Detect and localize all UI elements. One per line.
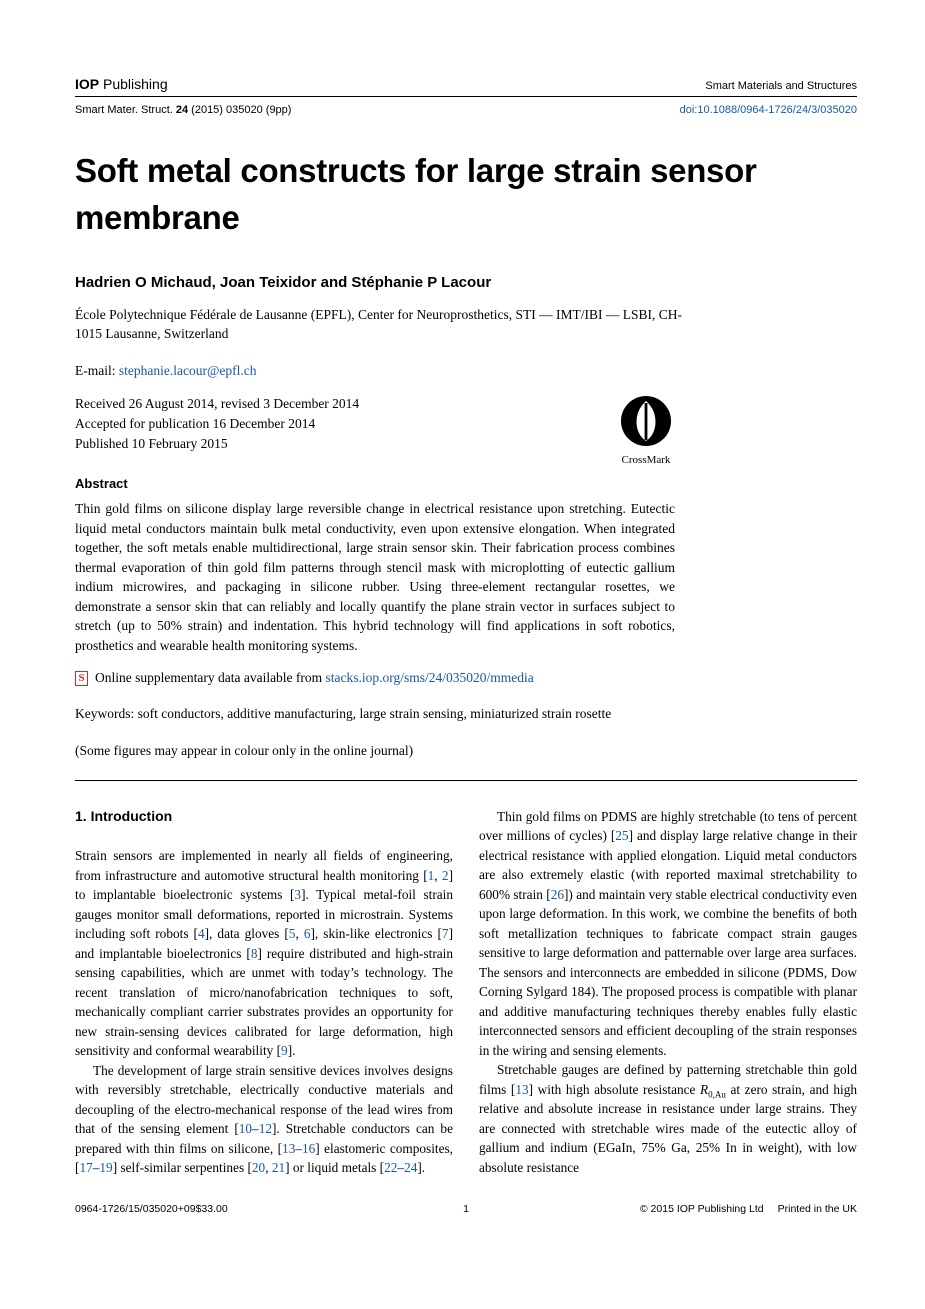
- paragraph: The development of large strain sensitive devices involves designs with reversibly stretchable, electrically conductive materials and decoupling of the electro-mechanical response of the lead wires from that of the sensing element [10–12]. Stretchable conductors can be prepared with thin films on silicone, [13–16] elastomeric composites, [17–19] self-similar serpentines [20, 21] or liquid metals [22–24].: [75, 1062, 453, 1175]
- abstract-text: Thin gold films on silicone display large reversible change in electrical resistance upon stretching. Eutectic liquid metal conductors maintain bulk metal conductivity, even upon extensive elongation. When integrated together, the soft metals enable multidirectional, large strain sensor skin. Their fabrication process combines thermal evaporation of thin gold film patterns through stencil mask with microplotting of eutectic gallium indium microwires, and packaging in silicone rubber. Using three-element rectangular rosettes, we demonstrate a sensor skin that can reliably and locally quantify the plane strain vector in surfaces subject to stretch (up to 50% strain) and indentation. This hybrid technology will find applications in soft robotics, prosthetics and wearable health monitoring systems.: [75, 501, 675, 653]
- doi-link[interactable]: doi:10.1088/0964-1726/24/3/035020: [679, 104, 857, 116]
- supplementary-text: [95, 670, 534, 686]
- citation-link[interactable]: 20: [251, 1160, 266, 1175]
- publisher-logo: [75, 76, 168, 92]
- citation-link[interactable]: 24: [404, 1160, 418, 1175]
- section-divider: [75, 780, 857, 781]
- paragraph: Thin gold films on PDMS are highly stretchable (to tens of percent over millions of cycles) [25] and display large relative change in their electrical resistance with applied elongation. Liquid metal conductors are also extremely elastic (with reported maximal stretchability to 600% strain [26]) and maintain very stable electrical conductivity even upon large deformation. In this work, we combine the benefits of both soft metallization techniques to fabricate compact strain gauges sensitive to large deformation and patternable over large area surfaces. The sensors and interconnects are embedded in silicone (PDMS, Dow Corning Sylgard 184). The proposed process is compatible with planar and additive manufacturing techniques thereby enables fully elastic interconnected sensors and efficient decoupling of the strain responses in the wiring and sensing elements.: [479, 808, 857, 1058]
- citation-link[interactable]: 16: [302, 1140, 316, 1156]
- citation-link[interactable]: 25: [615, 828, 629, 843]
- supplementary-row: [75, 670, 857, 686]
- citation-link[interactable]: 3: [294, 887, 302, 902]
- citation-suffix: (2015) 035020 (9pp): [188, 104, 292, 116]
- citation-link[interactable]: 17: [79, 1160, 93, 1175]
- footer-issn-price: 0964-1726/15/035020+09$33.00: [75, 1203, 228, 1215]
- published-date: Published 10 February 2015: [75, 436, 228, 451]
- citation-link[interactable]: 10: [238, 1121, 253, 1136]
- citation-volume: 24: [175, 104, 189, 116]
- page-header: [75, 76, 857, 92]
- column-left: [75, 807, 453, 1178]
- authors: Hadrien O Michaud, Joan Teixidor and Stéphanie P Lacour: [75, 274, 492, 291]
- paper-title: Soft metal constructs for large strain sensor membrane: [75, 152, 757, 236]
- citation-link[interactable]: 7: [441, 926, 449, 941]
- citation-link[interactable]: 22: [384, 1160, 398, 1175]
- keywords-line: Keywords: soft conductors, additive manufacturing, large strain sensing, miniaturized strain rosette: [75, 706, 612, 721]
- citation-link[interactable]: 19: [99, 1160, 113, 1175]
- citation-link[interactable]: 4: [197, 926, 205, 941]
- email-label: E-mail:: [75, 363, 119, 378]
- citation-link[interactable]: 13: [515, 1081, 529, 1097]
- dates-row: [75, 394, 857, 466]
- citation-link[interactable]: 12: [258, 1121, 272, 1136]
- header-rule: [75, 96, 857, 97]
- citation-link[interactable]: 2: [441, 867, 449, 883]
- affiliation: École Polytechnique Fédérale de Lausanne (EPFL), Center for Neuroprosthetics, STI — IMT/IBI — LSBI, CH-1015 Lausanne, Switzerland: [75, 307, 682, 341]
- crossmark-label: CrossMark: [621, 454, 671, 466]
- citation-link[interactable]: 8: [250, 945, 258, 961]
- publisher-logo-bold: IOP: [75, 76, 100, 92]
- supplementary-link[interactable]: stacks.iop.org/sms/24/035020/mmedia: [325, 670, 534, 685]
- section-heading-introduction: 1. Introduction: [75, 807, 173, 824]
- publisher-logo-rest: Publishing: [99, 76, 168, 92]
- citation-link[interactable]: 9: [281, 1043, 288, 1058]
- supplementary-text-prefix: Online supplementary data available from: [95, 670, 326, 685]
- footer-printed: Printed in the UK: [777, 1203, 857, 1215]
- crossmark-icon: [619, 394, 673, 448]
- paragraph: Strain sensors are implemented in nearly all fields of engineering, from infrastructure and automotive structural health monitoring [1, 2] to implantable bioelectronic systems [3]. Typical metal-foil strain gauges monitor small deformations, reported in microstrain. Systems including soft robots [4], data gloves [5, 6], skin-like electronics [7] and implantable bioelectronics [8] require distributed and high-strain sensing capabilities, which are unmet with today’s technology. The recent translation of micro/nanofabrication techniques to soft, mechanically compliant carrier substrates provides an opportunity for new strain-sensing devices calibrated for large deformation, high sensitivity and conformal wearability [9].: [75, 848, 454, 1058]
- math-variable: R: [700, 1081, 709, 1097]
- citation-link[interactable]: 6: [303, 926, 311, 941]
- footer-copyright-line: [640, 1203, 857, 1215]
- citation-link[interactable]: 1: [427, 867, 435, 883]
- email-line: [75, 363, 857, 379]
- math-subscript: 0,Au: [708, 1089, 726, 1100]
- citation-link[interactable]: 13: [282, 1140, 296, 1156]
- page-number: 1: [463, 1203, 469, 1215]
- citation-line: [75, 104, 291, 116]
- page-footer: [75, 1203, 857, 1215]
- paragraph: Stretchable gauges are defined by patterning stretchable thin gold films [13] with high absolute resistance $R_{0,Au}$ at zero strain, and high relative and absolute increase in resistance under large strains. They are connected with stretchable wires made of the eutectic alloy of gallium and indium (EGaIn, 75% Ga, 25% In in weight), with low absolute resistance: [479, 1062, 858, 1175]
- citation-link[interactable]: 5: [288, 926, 296, 941]
- citation-link[interactable]: 21: [271, 1160, 286, 1175]
- crossmark-logo[interactable]: [617, 394, 675, 466]
- footer-copyright: © 2015 IOP Publishing Ltd: [639, 1203, 764, 1215]
- dates-block: [75, 394, 617, 454]
- journal-name: Smart Materials and Structures: [705, 80, 857, 92]
- received-date: Received 26 August 2014, revised 3 December 2014: [75, 396, 360, 411]
- email-link[interactable]: stephanie.lacour@epfl.ch: [118, 363, 257, 378]
- abstract-heading: Abstract: [75, 476, 128, 491]
- introduction-section: [75, 807, 857, 1178]
- figures-note: (Some figures may appear in colour only in the online journal): [75, 742, 414, 758]
- accepted-date: Accepted for publication 16 December 2014: [75, 416, 316, 431]
- citation-link[interactable]: 26: [550, 886, 564, 902]
- supplementary-data-icon: S: [75, 671, 88, 686]
- citation-row: [75, 104, 857, 116]
- citation-prefix: Smart Mater. Struct.: [75, 104, 176, 116]
- column-right: [479, 807, 857, 1178]
